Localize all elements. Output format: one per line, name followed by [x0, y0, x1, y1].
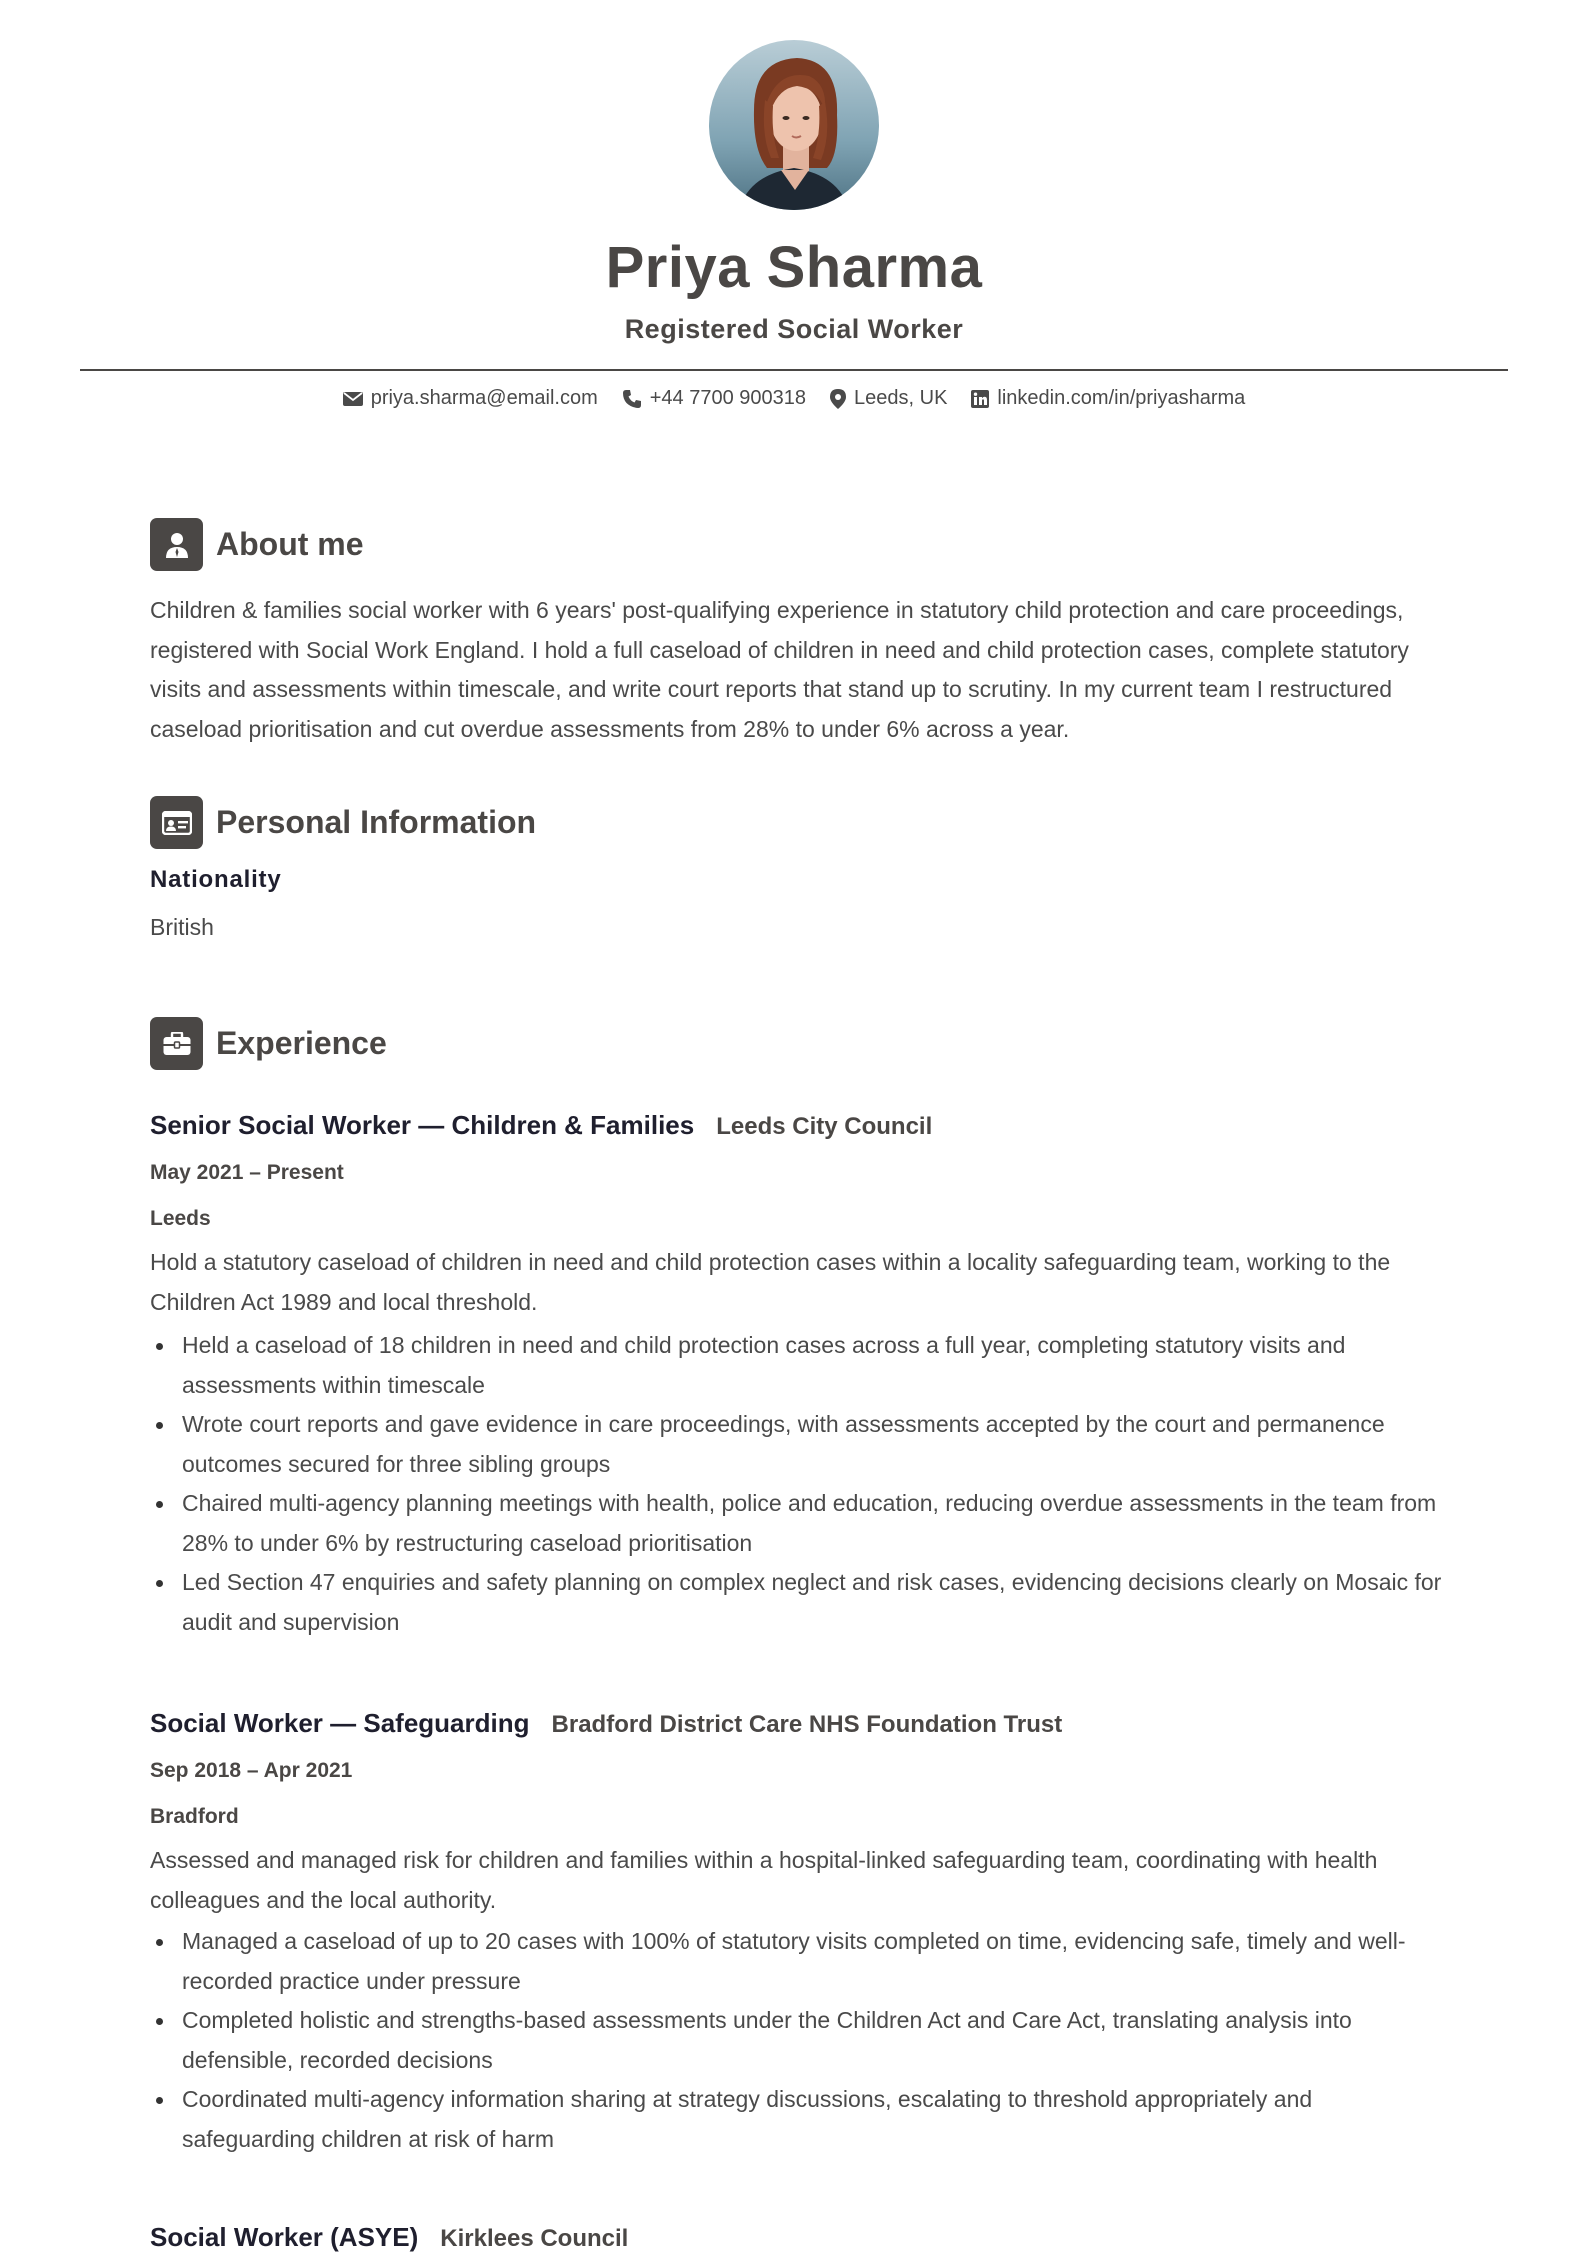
job-organisation: Leeds City Council [716, 1113, 933, 1140]
portrait-photo-icon [709, 40, 879, 210]
about-body [150, 591, 1450, 749]
job-heading [150, 1110, 1450, 1141]
contact-location-text: Leeds, UK [854, 387, 948, 409]
envelope-icon [343, 391, 363, 407]
job-entry [150, 1110, 1450, 1642]
job-title: Social Worker — Safeguarding [150, 1708, 530, 1738]
job-location: Leeds [150, 1207, 211, 1230]
contact-phone-text: +44 7700 900318 [649, 387, 807, 409]
contact-linkedin[interactable] [971, 387, 1245, 410]
job-bullet: Coordinated multi-agency information sharing at strategy discussions, escalating to threshold appropriately and safeguarding children at risk of harm [150, 2080, 1450, 2159]
job-bullets [150, 1326, 1450, 1642]
job-bullet: Managed a caseload of up to 20 cases with 100% of statutory visits completed on time, evidencing safe, timely and well-recorded practice under pressure [150, 1922, 1450, 2001]
job-bullet: Completed holistic and strengths-based assessments under the Children Act and Care Act, translating analysis into defensible, recorded decisions [150, 2001, 1450, 2080]
section-personal-header [150, 796, 536, 849]
header-divider [80, 369, 1508, 371]
job-title: Social Worker (ASYE) [150, 2222, 419, 2252]
job-organisation: Bradford District Care NHS Foundation Trust [551, 1711, 1063, 1738]
candidate-role: Registered Social Worker [624, 314, 964, 344]
id-card-icon [150, 796, 203, 849]
briefcase-icon [150, 1017, 203, 1070]
section-experience-header [150, 1017, 387, 1070]
contact-email-text: priya.sharma@email.com [370, 387, 598, 409]
job-bullet: Chaired multi-agency planning meetings with health, police and education, reducing overdue assessments in the team from 28% to under 6% by restructuring caseload prioritisation [150, 1484, 1450, 1563]
map-pin-icon [830, 389, 846, 409]
job-dates: May 2021 – Present [150, 1161, 344, 1184]
job-bullet: Led Section 47 enquiries and safety planning on complex neglect and risk cases, evidencing decisions clearly on Mosaic for audit and supervision [150, 1563, 1450, 1642]
job-summary: Hold a statutory caseload of children in need and child protection cases within a locality safeguarding team, working to the Children Act 1989 and local threshold. [150, 1249, 1391, 1315]
job-heading [150, 1708, 1450, 1739]
job-dates: Sep 2018 – Apr 2021 [150, 1759, 353, 1782]
job-bullet: Held a caseload of 18 children in need and child protection cases across a full year, completing statutory visits and assessments within timescale [150, 1326, 1450, 1405]
section-about-title: About me [216, 526, 364, 562]
user-icon [150, 518, 203, 571]
avatar [709, 40, 879, 210]
job-bullet: Wrote court reports and gave evidence in care proceedings, with assessments accepted by the court and permanence outcomes secured for three sibling groups [150, 1405, 1450, 1484]
section-personal-title: Personal Information [216, 804, 537, 840]
personal-body [150, 866, 1450, 941]
contact-phone[interactable] [622, 387, 806, 410]
job-location: Bradford [150, 1805, 239, 1828]
candidate-name: Priya Sharma [605, 235, 983, 300]
phone-icon [622, 389, 642, 409]
nationality-value: British [150, 914, 214, 940]
contact-bar [0, 387, 1588, 410]
job-summary: Assessed and managed risk for children and families within a hospital-linked safeguarding team, coordinating with health colleagues and the local authority. [150, 1847, 1378, 1913]
job-heading [150, 2222, 1450, 2253]
nationality-label: Nationality [150, 866, 282, 893]
linkedin-icon [971, 390, 989, 408]
job-organisation: Kirklees Council [440, 2225, 629, 2252]
resume-header [0, 0, 1588, 410]
section-experience-title: Experience [216, 1025, 387, 1061]
job-entry [150, 1708, 1450, 2159]
contact-linkedin-text: linkedin.com/in/priyasharma [997, 387, 1246, 409]
about-text: Children & families social worker with 6 years' post-qualifying experience in statutory child protection and care proceedings, registered with Social Work England. I hold a full caseload of children in need and child protection cases, complete statutory visits and assessments within timescale, and write court reports that stand up to scrutiny. In my current team I restructured caseload prioritisation and cut overdue assessments from 28% to under 6% across a year. [150, 597, 1409, 742]
contact-location [830, 387, 947, 410]
section-about-header [150, 518, 364, 571]
job-entry [150, 2222, 1450, 2253]
contact-email[interactable] [343, 387, 598, 410]
job-bullets [150, 1922, 1450, 2159]
job-title: Senior Social Worker — Children & Families [150, 1110, 695, 1140]
